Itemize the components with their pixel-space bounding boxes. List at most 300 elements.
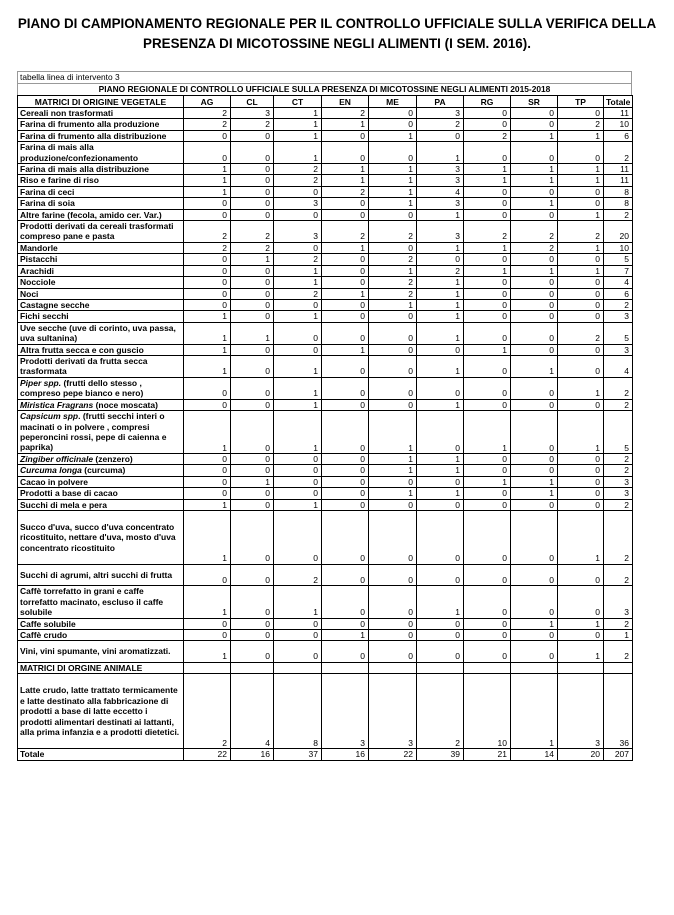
cell-en: 0 [322, 299, 369, 310]
cell-ct: 0 [274, 641, 322, 663]
cell-pa: 1 [417, 299, 464, 310]
cell-en: 0 [322, 586, 369, 618]
cell-ag: 1 [184, 344, 231, 355]
table-row [18, 476, 633, 487]
cell-sr: 14 [511, 749, 558, 760]
cell-rg: 2 [464, 130, 511, 141]
row-label: Prodotti derivati da cereali trasformati compreso pane e pasta [18, 221, 184, 243]
row-label: Vini, vini spumante, vini aromatizzati. [18, 641, 184, 663]
cell-sr: 0 [511, 453, 558, 464]
cell-tp: 1 [558, 209, 604, 220]
cell-ag: 0 [184, 618, 231, 629]
cell-rg: 0 [464, 641, 511, 663]
cell-ct: 0 [274, 186, 322, 197]
cell-sr: 1 [511, 198, 558, 209]
cell-pa: 0 [417, 511, 464, 565]
cell-pa: 0 [417, 499, 464, 510]
table-row [18, 164, 633, 175]
cell-totale: 1 [604, 629, 633, 640]
cell-en: 2 [322, 186, 369, 197]
cell-me: 1 [369, 130, 417, 141]
cell-ct: 0 [274, 488, 322, 499]
cell-ct: 2 [274, 164, 322, 175]
cell-ct: 3 [274, 221, 322, 243]
cell-en: 0 [322, 198, 369, 209]
row-label: Nocciole [18, 277, 184, 288]
row-label: Caffe solubile [18, 618, 184, 629]
table-row [18, 399, 633, 410]
cell-ct: 1 [274, 311, 322, 322]
document-title-line-2: PRESENZA DI MICOTOSSINE NEGLI ALIMENTI (I SEM. 2016). [143, 36, 531, 51]
cell-rg: 0 [464, 586, 511, 618]
cell-tp: 0 [558, 488, 604, 499]
cell-ag: 0 [184, 377, 231, 399]
total-row [18, 749, 633, 760]
cell-ag: 2 [184, 674, 231, 749]
cell-me: 2 [369, 288, 417, 299]
cell-tp: 2 [558, 221, 604, 243]
cell-cl: 1 [231, 476, 274, 487]
cell-ag: 1 [184, 186, 231, 197]
cell-ct: 3 [274, 198, 322, 209]
cell-me: 1 [369, 198, 417, 209]
table-subtitle: PIANO REGIONALE DI CONTROLLO UFFICIALE SULLA PRESENZA DI MICOTOSSINE NEGLI ALIMENTI 2015-2018 [17, 83, 632, 95]
cell-sr: 0 [511, 344, 558, 355]
cell-ag: 0 [184, 629, 231, 640]
cell-pa: 0 [417, 410, 464, 453]
cell-sr [511, 662, 558, 673]
cell-rg: 0 [464, 299, 511, 310]
cell-me: 0 [369, 142, 417, 164]
row-label-rest: (noce moscata) [93, 399, 158, 410]
cell-cl [231, 662, 274, 673]
cell-sr: 0 [511, 254, 558, 265]
cell-ct: 0 [274, 322, 322, 344]
table-row [18, 511, 633, 565]
cell-sr: 0 [511, 377, 558, 399]
cell-sr: 2 [511, 242, 558, 253]
cell-tp: 1 [558, 164, 604, 175]
cell-ag: 0 [184, 198, 231, 209]
cell-ag: 1 [184, 499, 231, 510]
cell-ag: 1 [184, 355, 231, 377]
cell-pa: 1 [417, 465, 464, 476]
table-row [18, 641, 633, 663]
cell-en: 1 [322, 629, 369, 640]
cell-me: 1 [369, 453, 417, 464]
cell-me: 1 [369, 175, 417, 186]
cell-ct: 2 [274, 175, 322, 186]
row-label: Farina di frumento alla produzione [18, 119, 184, 130]
cell-rg: 1 [464, 242, 511, 253]
cell-pa: 1 [417, 355, 464, 377]
cell-pa: 3 [417, 221, 464, 243]
cell-sr: 1 [511, 618, 558, 629]
cell-totale [604, 662, 633, 673]
cell-sr: 0 [511, 564, 558, 586]
cell-tp: 1 [558, 511, 604, 565]
cell-totale: 36 [604, 674, 633, 749]
cell-totale: 8 [604, 186, 633, 197]
cell-ct: 1 [274, 586, 322, 618]
row-label: Arachidi [18, 265, 184, 276]
cell-totale: 3 [604, 476, 633, 487]
document-title-line-1: PIANO DI CAMPIONAMENTO REGIONALE PER IL CONTROLLO UFFICIALE SULLA VERIFICA DELLA [17, 16, 657, 31]
cell-ag: 1 [184, 586, 231, 618]
cell-ct: 1 [274, 277, 322, 288]
row-label: Uve secche (uve di corinto, uva passa, uva sultanina) [18, 322, 184, 344]
cell-rg: 0 [464, 198, 511, 209]
cell-rg: 0 [464, 453, 511, 464]
header-matrix: MATRICI DI ORIGINE VEGETALE [18, 96, 184, 108]
table-row [18, 344, 633, 355]
row-label-rest: (frutti dello stesso , compreso pepe bianco e nero) [20, 377, 144, 399]
cell-me: 1 [369, 465, 417, 476]
cell-totale: 3 [604, 586, 633, 618]
table-row [18, 108, 633, 119]
cell-cl: 0 [231, 377, 274, 399]
cell-sr: 0 [511, 209, 558, 220]
cell-cl: 0 [231, 499, 274, 510]
cell-tp: 2 [558, 119, 604, 130]
cell-rg: 0 [464, 288, 511, 299]
cell-totale: 3 [604, 311, 633, 322]
cell-sr: 1 [511, 674, 558, 749]
cell-cl: 0 [231, 465, 274, 476]
table-row [18, 453, 633, 464]
cell-ct: 1 [274, 265, 322, 276]
table-row [18, 674, 633, 749]
cell-pa: 1 [417, 586, 464, 618]
cell-me: 1 [369, 488, 417, 499]
cell-rg: 1 [464, 476, 511, 487]
table-row [18, 629, 633, 640]
cell-rg: 1 [464, 164, 511, 175]
cell-ag: 2 [184, 119, 231, 130]
cell-cl: 16 [231, 749, 274, 760]
cell-rg: 2 [464, 221, 511, 243]
cell-en: 0 [322, 641, 369, 663]
cell-tp: 0 [558, 254, 604, 265]
cell-ag: 1 [184, 311, 231, 322]
cell-sr: 0 [511, 277, 558, 288]
cell-tp: 3 [558, 674, 604, 749]
cell-en: 2 [322, 221, 369, 243]
row-label-italic: Curcuma longa [20, 465, 82, 476]
cell-sr: 0 [511, 142, 558, 164]
cell-pa: 0 [417, 344, 464, 355]
cell-pa: 0 [417, 629, 464, 640]
row-label-italic: Zingiber officinale [20, 453, 94, 464]
cell-rg: 10 [464, 674, 511, 749]
cell-tp: 0 [558, 564, 604, 586]
cell-ct: 2 [274, 564, 322, 586]
header-cl: CL [231, 96, 274, 108]
cell-sr: 1 [511, 355, 558, 377]
cell-cl: 0 [231, 209, 274, 220]
cell-tp: 0 [558, 344, 604, 355]
cell-ag: 2 [184, 242, 231, 253]
cell-tp: 0 [558, 586, 604, 618]
cell-tp: 0 [558, 629, 604, 640]
table-row [18, 175, 633, 186]
cell-totale: 5 [604, 322, 633, 344]
cell-sr: 0 [511, 629, 558, 640]
cell-cl: 0 [231, 299, 274, 310]
table-row [18, 198, 633, 209]
cell-me: 0 [369, 399, 417, 410]
cell-ct: 0 [274, 629, 322, 640]
cell-me: 2 [369, 254, 417, 265]
cell-ct: 2 [274, 254, 322, 265]
cell-cl: 0 [231, 355, 274, 377]
cell-tp: 20 [558, 749, 604, 760]
cell-en: 0 [322, 254, 369, 265]
cell-en: 0 [322, 465, 369, 476]
cell-en: 1 [322, 175, 369, 186]
table-row [18, 299, 633, 310]
cell-rg: 0 [464, 311, 511, 322]
cell-tp: 0 [558, 355, 604, 377]
cell-ag: 0 [184, 254, 231, 265]
table-row [18, 119, 633, 130]
table-row [18, 288, 633, 299]
table-row [18, 662, 633, 673]
cell-totale: 2 [604, 564, 633, 586]
table-row [18, 130, 633, 141]
cell-ct: 37 [274, 749, 322, 760]
cell-pa: 1 [417, 142, 464, 164]
cell-me: 2 [369, 277, 417, 288]
cell-tp: 0 [558, 277, 604, 288]
cell-ag: 1 [184, 175, 231, 186]
table-row [18, 499, 633, 510]
table-row [18, 465, 633, 476]
cell-me: 0 [369, 119, 417, 130]
cell-rg: 0 [464, 209, 511, 220]
table-row [18, 209, 633, 220]
cell-me: 0 [369, 242, 417, 253]
cell-pa: 1 [417, 209, 464, 220]
row-label: Caffè torrefatto in grani e caffe torrefatto macinato, escluso il caffe solubile [18, 586, 184, 618]
table-row [18, 377, 633, 399]
cell-ct: 0 [274, 511, 322, 565]
cell-me: 0 [369, 499, 417, 510]
cell-me: 0 [369, 586, 417, 618]
row-label: Farina di frumento alla distribuzione [18, 130, 184, 141]
cell-cl: 0 [231, 629, 274, 640]
cell-ct: 1 [274, 355, 322, 377]
cell-rg: 0 [464, 186, 511, 197]
table-row [18, 242, 633, 253]
cell-cl: 1 [231, 322, 274, 344]
cell-en: 0 [322, 377, 369, 399]
cell-cl: 0 [231, 586, 274, 618]
cell-en: 0 [322, 209, 369, 220]
cell-ag: 1 [184, 511, 231, 565]
cell-en: 0 [322, 564, 369, 586]
cell-cl: 0 [231, 288, 274, 299]
cell-ct: 0 [274, 344, 322, 355]
cell-pa: 0 [417, 254, 464, 265]
header-totale: Totale [604, 96, 633, 108]
row-label [18, 377, 184, 399]
cell-rg: 1 [464, 344, 511, 355]
cell-totale: 10 [604, 242, 633, 253]
cell-rg: 0 [464, 119, 511, 130]
row-label-rest: (zenzero) [93, 453, 133, 464]
cell-en: 16 [322, 749, 369, 760]
cell-ct: 1 [274, 119, 322, 130]
cell-en: 1 [322, 288, 369, 299]
cell-rg: 21 [464, 749, 511, 760]
cell-pa: 39 [417, 749, 464, 760]
cell-pa: 1 [417, 288, 464, 299]
cell-rg: 0 [464, 377, 511, 399]
cell-totale: 8 [604, 198, 633, 209]
cell-cl: 0 [231, 641, 274, 663]
mycotoxin-sampling-table [17, 95, 633, 761]
cell-sr: 0 [511, 511, 558, 565]
cell-me: 0 [369, 476, 417, 487]
table-row [18, 322, 633, 344]
table-row [18, 586, 633, 618]
cell-sr: 0 [511, 410, 558, 453]
cell-ct: 0 [274, 299, 322, 310]
cell-me: 0 [369, 344, 417, 355]
cell-ag: 0 [184, 277, 231, 288]
cell-me: 0 [369, 355, 417, 377]
row-label: Mandorle [18, 242, 184, 253]
cell-ag: 0 [184, 299, 231, 310]
cell-totale: 11 [604, 108, 633, 119]
row-label: Prodotti derivati da frutta secca trasformata [18, 355, 184, 377]
cell-ag: 0 [184, 476, 231, 487]
cell-totale: 2 [604, 377, 633, 399]
row-label: Succhi di agrumi, altri succhi di frutta [18, 564, 184, 586]
cell-tp: 0 [558, 186, 604, 197]
cell-sr: 0 [511, 586, 558, 618]
cell-me [369, 662, 417, 673]
row-label: Altra frutta secca e con guscio [18, 344, 184, 355]
cell-pa: 1 [417, 277, 464, 288]
cell-cl: 4 [231, 674, 274, 749]
cell-en: 0 [322, 311, 369, 322]
cell-en: 0 [322, 322, 369, 344]
cell-tp: 1 [558, 130, 604, 141]
cell-me: 1 [369, 299, 417, 310]
cell-totale: 2 [604, 399, 633, 410]
cell-pa: 1 [417, 488, 464, 499]
cell-rg: 0 [464, 355, 511, 377]
cell-rg: 1 [464, 265, 511, 276]
cell-tp: 1 [558, 641, 604, 663]
cell-sr: 0 [511, 311, 558, 322]
table-row [18, 142, 633, 164]
cell-tp [558, 662, 604, 673]
document-title [0, 14, 674, 54]
cell-me: 1 [369, 265, 417, 276]
cell-tp: 1 [558, 265, 604, 276]
cell-cl: 0 [231, 265, 274, 276]
row-label: Caffè crudo [18, 629, 184, 640]
cell-cl: 1 [231, 254, 274, 265]
cell-ct: 1 [274, 499, 322, 510]
row-label-rest: (curcuma) [81, 465, 126, 476]
cell-totale: 5 [604, 410, 633, 453]
row-label: Farina di soia [18, 198, 184, 209]
cell-pa: 1 [417, 399, 464, 410]
cell-en: 0 [322, 453, 369, 464]
table-row [18, 254, 633, 265]
cell-rg: 1 [464, 175, 511, 186]
header-ct: CT [274, 96, 322, 108]
cell-ct: 0 [274, 465, 322, 476]
cell-ct: 8 [274, 674, 322, 749]
cell-rg: 0 [464, 277, 511, 288]
header-rg: RG [464, 96, 511, 108]
cell-cl: 0 [231, 488, 274, 499]
cell-pa: 0 [417, 130, 464, 141]
table-row [18, 277, 633, 288]
cell-tp: 1 [558, 175, 604, 186]
cell-ag: 22 [184, 749, 231, 760]
cell-cl: 0 [231, 175, 274, 186]
cell-totale: 3 [604, 344, 633, 355]
cell-ag: 1 [184, 410, 231, 453]
table-row [18, 265, 633, 276]
cell-ag: 1 [184, 641, 231, 663]
cell-ct: 1 [274, 130, 322, 141]
cell-en: 0 [322, 410, 369, 453]
cell-sr: 1 [511, 488, 558, 499]
cell-totale: 2 [604, 511, 633, 565]
cell-ag: 1 [184, 164, 231, 175]
cell-rg: 0 [464, 511, 511, 565]
cell-pa: 2 [417, 674, 464, 749]
cell-sr: 1 [511, 130, 558, 141]
cell-tp: 1 [558, 242, 604, 253]
cell-cl: 3 [231, 108, 274, 119]
cell-me: 0 [369, 618, 417, 629]
cell-rg: 0 [464, 142, 511, 164]
cell-pa [417, 662, 464, 673]
cell-sr: 0 [511, 288, 558, 299]
row-label: Noci [18, 288, 184, 299]
cell-pa: 0 [417, 564, 464, 586]
row-label: Pistacchi [18, 254, 184, 265]
cell-tp: 0 [558, 465, 604, 476]
cell-totale: 4 [604, 277, 633, 288]
cell-rg: 0 [464, 465, 511, 476]
cell-sr: 1 [511, 476, 558, 487]
cell-ct: 1 [274, 410, 322, 453]
cell-ct: 2 [274, 288, 322, 299]
header-sr: SR [511, 96, 558, 108]
cell-sr: 2 [511, 221, 558, 243]
cell-cl: 0 [231, 511, 274, 565]
cell-en: 1 [322, 242, 369, 253]
table-row [18, 564, 633, 586]
table-caption: tabella linea di intervento 3 [17, 71, 632, 83]
cell-totale: 10 [604, 119, 633, 130]
cell-sr: 1 [511, 164, 558, 175]
row-label: Latte crudo, latte trattato termicamente e latte destinato alla fabbricazione di prodotti a base di latte eccetto i prodotti alimentari destinati ai lattanti, alla prima infanzia e a prodotti dietetici. [18, 674, 184, 749]
cell-ag [184, 662, 231, 673]
cell-me: 0 [369, 108, 417, 119]
table-row [18, 410, 633, 453]
row-label: Cacao in polvere [18, 476, 184, 487]
